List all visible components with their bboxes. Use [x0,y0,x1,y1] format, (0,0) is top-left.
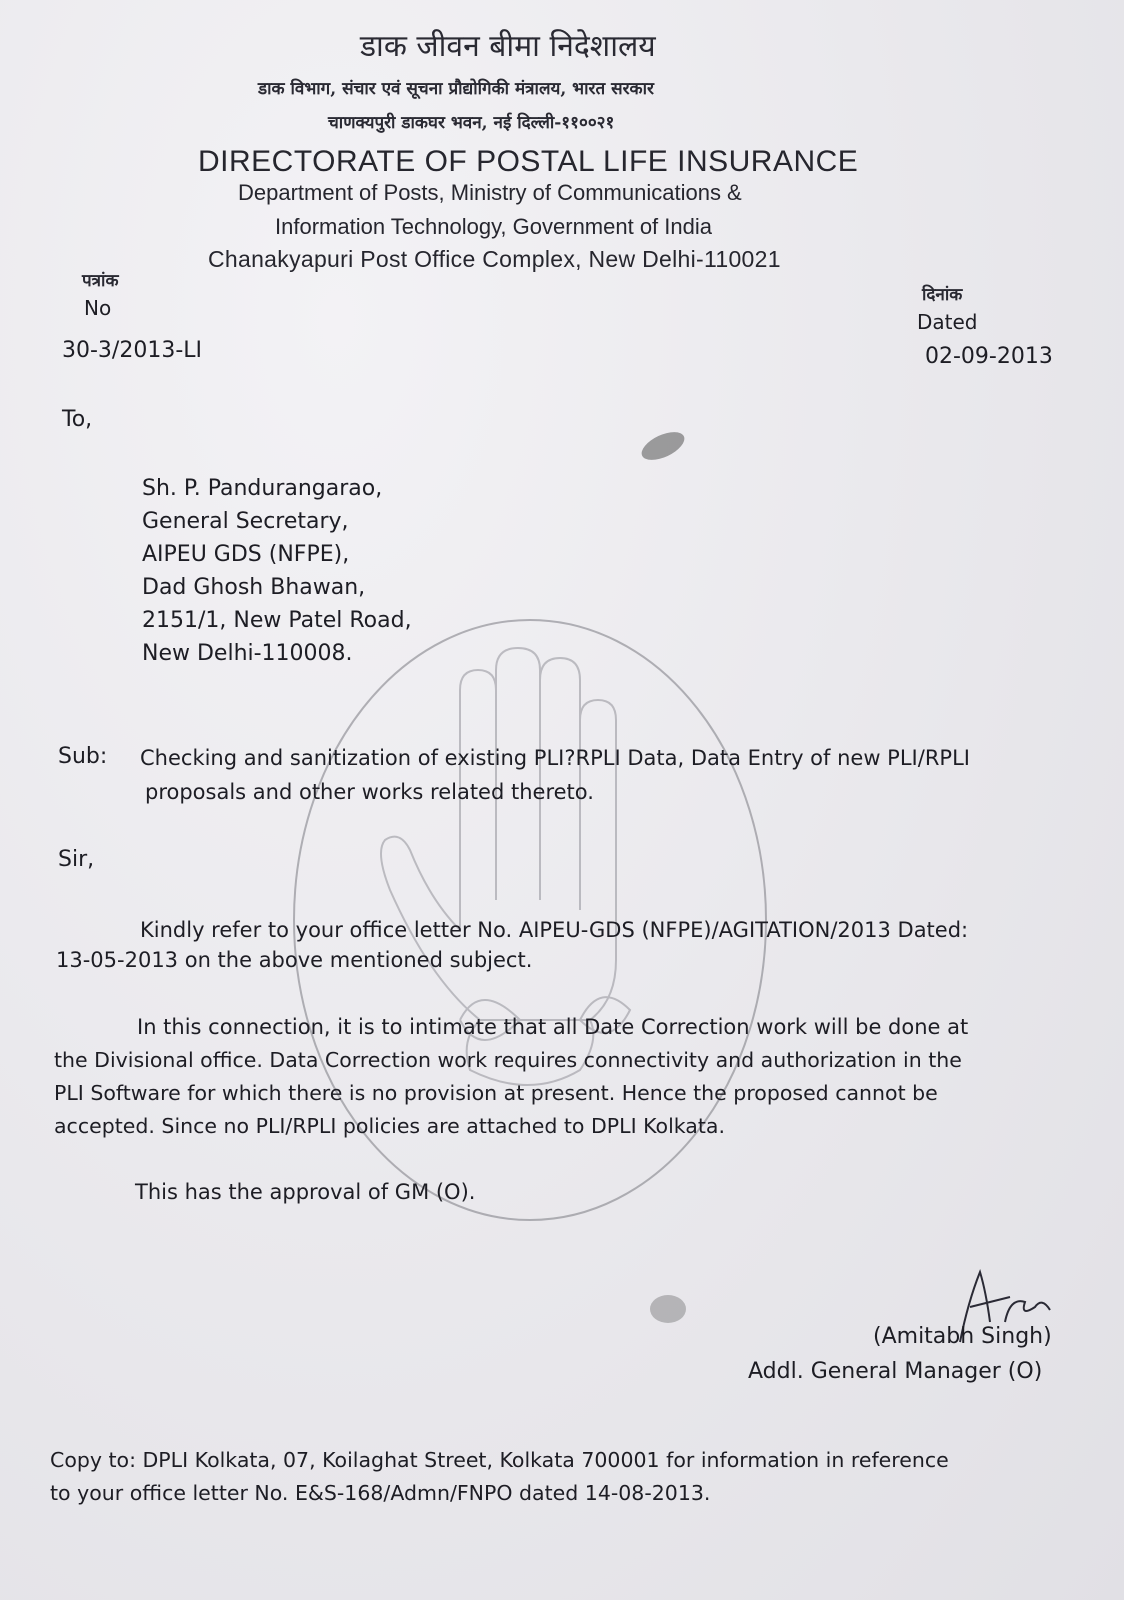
hindi-line-1: डाक विभाग, संचार एवं सूचना प्रौद्योगिकी मंत्रालय, भारत सरकार [258,79,654,99]
org-line-3: Chanakyapuri Post Office Complex, New Delhi-110021 [208,246,781,272]
signatory-name: (Amitabh Singh) [873,1324,1052,1349]
date-hindi: दिनांक [922,285,963,305]
address-line: New Delhi-110008. [142,641,353,666]
signatory-designation: Addl. General Manager (O) [748,1359,1043,1384]
ink-smudge [650,1295,686,1323]
address-line: AIPEU GDS (NFPE), [142,542,350,567]
para2-line-1: In this connection, it is to intimate that all Date Correction work will be done at [137,1015,969,1039]
copy-to-line-2: to your office letter No. E&S-168/Admn/FNPO dated 14-08-2013. [50,1481,711,1505]
subject-label: Sub: [58,744,108,769]
para2-line-2: the Divisional office. Data Correction work requires connectivity and authorization in the [54,1048,962,1072]
address-line: 2151/1, New Patel Road, [142,608,412,633]
para2-line-4: accepted. Since no PLI/RPLI policies are attached to DPLI Kolkata. [54,1114,725,1138]
para3: This has the approval of GM (O). [135,1180,476,1204]
ink-smudge [638,426,689,465]
ref-no-label: No [84,296,112,320]
subject-line-1: Checking and sanitization of existing PLI?RPLI Data, Data Entry of new PLI/RPLI [140,746,970,770]
org-line-2: Information Technology, Government of India [275,214,712,239]
date-value: 02-09-2013 [925,344,1053,369]
date-label: Dated [917,310,978,334]
org-title: DIRECTORATE OF POSTAL LIFE INSURANCE [198,145,859,178]
para1-line-2: 13-05-2013 on the above mentioned subject. [56,948,533,972]
salutation: Sir, [58,847,95,872]
address-line: Dad Ghosh Bhawan, [142,575,366,600]
hindi-line-2: चाणक्यपुरी डाकघर भवन, नई दिल्ली-११००२१ [328,113,615,133]
para2-line-3: PLI Software for which there is no provision at present. Hence the proposed cannot be [54,1081,938,1105]
para1-line-1: Kindly refer to your office letter No. AIPEU-GDS (NFPE)/AGITATION/2013 Dated: [140,918,969,942]
org-line-1: Department of Posts, Ministry of Communications & [238,180,742,205]
ref-no-hindi: पत्रांक [82,271,119,291]
hindi-title: डाक जीवन बीमा निदेशालय [360,29,656,64]
copy-to-line-1: Copy to: DPLI Kolkata, 07, Koilaghat Street, Kolkata 700001 for information in reference [50,1448,949,1472]
address-line: Sh. P. Pandurangarao, [142,476,383,501]
subject-line-2: proposals and other works related thereto. [145,780,594,804]
ref-no-value: 30-3/2013-LI [62,338,203,363]
address-line: General Secretary, [142,509,349,534]
to-label: To, [62,407,93,432]
